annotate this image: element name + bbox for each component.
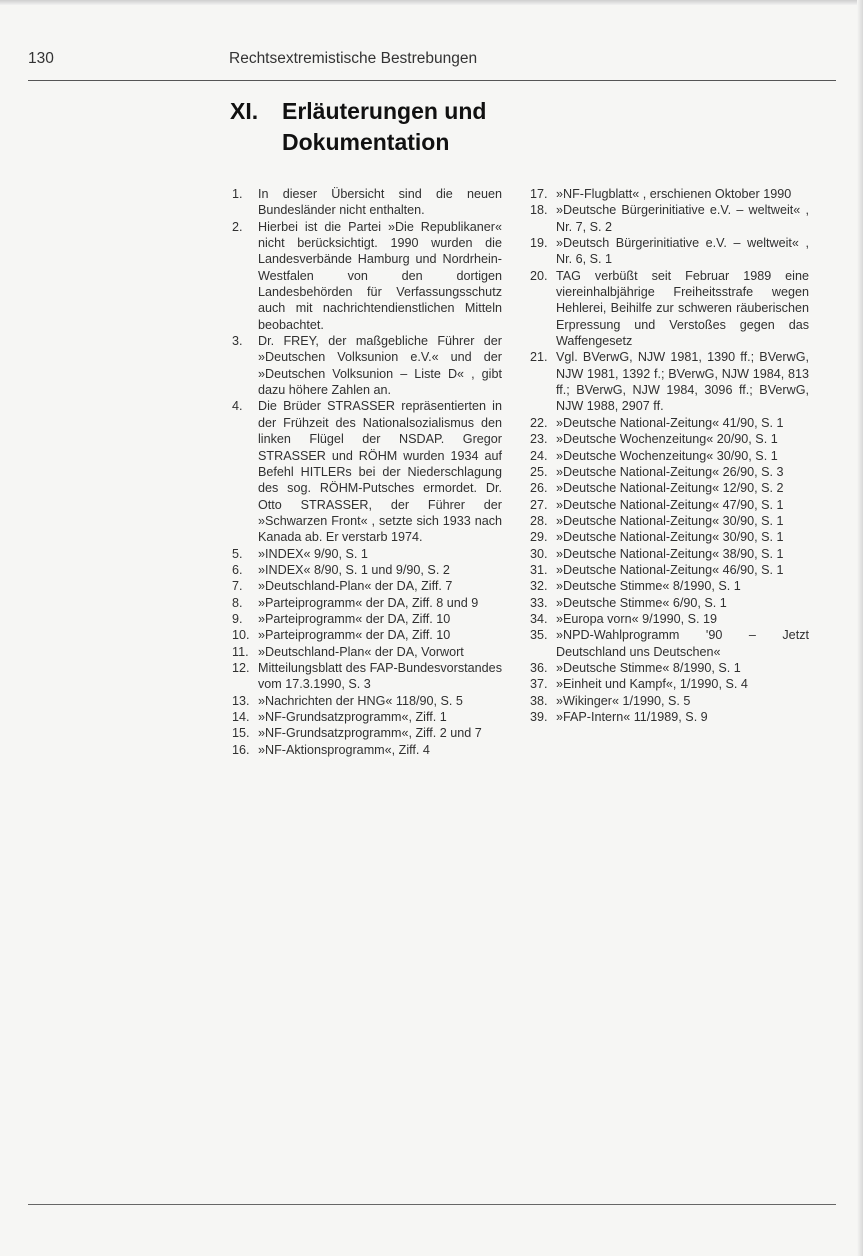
note-text: »Einheit und Kampf«, 1/1990, S. 4 (556, 677, 748, 692)
running-title: Rechtsextremistische Bestrebungen (229, 50, 478, 67)
notes-list-left (232, 186, 502, 758)
note-item (530, 676, 809, 692)
note-text: Die Brüder STRASSER repräsentierten in der Frühzeit des Nationalsozialismus den linken Flügel der NSDAP. Gregor STRASSER und RÖHM wurden 1934 auf Befehl HITLERs bei der Niederschlagung des sog. RÖHM-Putsches ermordet. Dr. Otto STRASSER, der Führer der »Schwarzen Front« , setzte sich 1933 nach Kanada ab. Er verstarb 1974. (258, 399, 502, 545)
note-number: 25 . (530, 464, 554, 480)
note-text: »Deutsche National-Zeitung« 38/90, S. 1 (556, 546, 784, 561)
note-item (530, 611, 809, 627)
note-item (530, 202, 809, 235)
note-number: 28 . (530, 513, 554, 529)
note-number: 10 . (232, 627, 256, 643)
note-text: »Deutsche Wochenzeitung« 30/90, S. 1 (556, 448, 778, 463)
note-text: »Deutschland-Plan« der DA, Vorwort (258, 644, 464, 659)
note-number: 32 . (530, 578, 554, 594)
note-item (530, 513, 809, 529)
note-number: 36 . (530, 660, 554, 676)
note-text: Vgl. BVerwG, NJW 1981, 1390 ff.; BVerwG, NJW 1981, 1392 f.; BVerwG, NJW 1984, 813 ff.; BVerwG, NJW 1984, 3096 ff.; BVerwG, NJW 1988, 2907 ff. (556, 350, 809, 414)
note-item (530, 235, 809, 268)
note-number: 37 . (530, 676, 554, 692)
note-text: »Deutsch Bürgerinitiative e.V. – weltweit« , Nr. 6, S. 1 (556, 236, 809, 267)
note-item (232, 644, 502, 660)
note-item (232, 660, 502, 693)
footer-divider (28, 1204, 836, 1205)
note-number: 18 . (530, 202, 554, 218)
note-item (530, 480, 809, 496)
note-number: 39 . (530, 709, 554, 725)
note-number: 29 . (530, 529, 554, 545)
note-item (232, 611, 502, 627)
note-text: »NF-Grundsatzprogramm«, Ziff. 1 (258, 710, 447, 724)
note-number: 22 . (530, 415, 554, 431)
note-number: 7 . (232, 578, 256, 594)
note-text: »Deutsche National-Zeitung« 12/90, S. 2 (556, 481, 784, 496)
note-text: »Deutsche National-Zeitung« 30/90, S. 1 (556, 513, 784, 528)
note-text: »NF-Aktionsprogramm«, Ziff. 4 (258, 742, 430, 757)
note-number: 33 . (530, 595, 554, 611)
note-item (232, 709, 502, 725)
note-item (530, 186, 809, 202)
note-number: 20 . (530, 268, 554, 284)
notes-list-right (530, 186, 809, 725)
chapter-title-line2: Dokumentation (282, 129, 450, 155)
note-item (530, 595, 809, 611)
note-number: 19 . (530, 235, 554, 251)
note-text: »FAP-Intern« 11/1989, S. 9 (556, 710, 708, 724)
note-text: »Deutsche Wochenzeitung« 20/90, S. 1 (556, 432, 778, 447)
note-item (530, 627, 809, 660)
note-number: 24 . (530, 448, 554, 464)
note-number: 35 . (530, 627, 554, 643)
note-text: »Deutsche National-Zeitung« 26/90, S. 3 (556, 464, 784, 479)
note-item (530, 268, 809, 350)
note-number: 5 . (232, 546, 256, 562)
note-text: »INDEX« 9/90, S. 1 (258, 546, 368, 561)
chapter-number: XI. (230, 98, 259, 124)
chapter-title-line1: Erläuterungen und (282, 98, 487, 124)
note-text: Dr. FREY, der maßgebliche Führer der »Deutschen Volksunion e.V.« und der »Deutschen Volksunion – Liste D« , gibt dazu höhere Zahlen an. (258, 334, 502, 398)
note-number: 31 . (530, 562, 554, 578)
note-item (530, 578, 809, 594)
note-item (232, 219, 502, 333)
note-text: »Parteiprogramm« der DA, Ziff. 10 (258, 628, 451, 643)
note-item (530, 431, 809, 447)
note-text: »Deutsche Stimme« 8/1990, S. 1 (556, 660, 741, 675)
note-number: 17 . (530, 186, 554, 202)
note-number: 11 . (232, 644, 256, 660)
page-number: 130 (28, 50, 54, 67)
note-number: 9 . (232, 611, 256, 627)
note-text: Hierbei ist die Partei »Die Republikaner« nicht berücksichtigt. 1990 wurden die Landesverbände Hamburg und Nordrhein-Westfalen von den dortigen Landesbehörden für Verfassungsschutz auch mit nachrichtendienstlichen Mitteln beobachtet. (258, 219, 502, 332)
note-item (530, 709, 809, 725)
note-text: In dieser Übersicht sind die neuen Bundesländer nicht enthalten. (258, 187, 502, 218)
note-item (530, 349, 809, 414)
note-text: »Parteiprogramm« der DA, Ziff. 10 (258, 611, 451, 626)
note-text: »NF-Flugblatt« , erschienen Oktober 1990 (556, 187, 792, 201)
note-item (530, 562, 809, 578)
note-text: »Nachrichten der HNG« 118/90, S. 5 (258, 693, 463, 708)
note-item (530, 546, 809, 562)
note-item (530, 415, 809, 431)
note-item (530, 448, 809, 464)
note-item (232, 333, 502, 398)
note-text: »NPD-Wahlprogramm '90 – Jetzt Deutschland uns Deutschen« (556, 628, 809, 659)
note-item (232, 546, 502, 562)
note-number: 1 . (232, 186, 256, 202)
note-number: 26 . (530, 480, 554, 496)
note-text: »Deutsche Stimme« 6/90, S. 1 (556, 595, 727, 610)
note-text: »Deutsche National-Zeitung« 47/90, S. 1 (556, 497, 784, 512)
note-item (530, 497, 809, 513)
note-number: 30 . (530, 546, 554, 562)
note-text: »Deutsche National-Zeitung« 46/90, S. 1 (556, 562, 784, 577)
note-item (530, 529, 809, 545)
note-text: »Wikinger« 1/1990, S. 5 (556, 693, 691, 708)
note-number: 8 . (232, 595, 256, 611)
note-item (530, 464, 809, 480)
note-number: 34 . (530, 611, 554, 627)
note-text: »Europa vorn« 9/1990, S. 19 (556, 611, 718, 626)
note-number: 21 . (530, 349, 554, 365)
note-item (232, 562, 502, 578)
note-item (232, 725, 502, 741)
note-item (232, 186, 502, 219)
note-item (232, 578, 502, 594)
note-item (232, 627, 502, 643)
note-text: »Deutsche Stimme« 8/1990, S. 1 (556, 579, 741, 594)
note-text: »Deutsche National-Zeitung« 30/90, S. 1 (556, 530, 784, 545)
note-number: 14 . (232, 709, 256, 725)
note-text: Mitteilungsblatt des FAP-Bundesvorstandes vom 17.3.1990, S. 3 (258, 660, 502, 692)
page-right-edge (857, 0, 863, 1256)
note-number: 38 . (530, 693, 554, 709)
note-number: 12 . (232, 660, 256, 676)
note-item (530, 693, 809, 709)
note-text: TAG verbüßt seit Februar 1989 eine viereinhalbjährige Freiheitsstrafe wegen Hehlerei, Beihilfe zur schweren räuberischen Erpressung und Verstoßes gegen das Waffengesetz (556, 268, 809, 349)
note-number: 16 . (232, 742, 256, 758)
note-number: 23 . (530, 431, 554, 447)
note-item (232, 398, 502, 545)
note-number: 6 . (232, 562, 256, 578)
notes-column-left (232, 186, 502, 758)
note-text: »Deutsche National-Zeitung« 41/90, S. 1 (556, 415, 784, 430)
note-text: »Deutschland-Plan« der DA, Ziff. 7 (258, 579, 453, 594)
note-text: »Parteiprogramm« der DA, Ziff. 8 und 9 (258, 595, 479, 610)
note-number: 27 . (530, 497, 554, 513)
note-item (232, 595, 502, 611)
note-item (232, 693, 502, 709)
note-text: »NF-Grundsatzprogramm«, Ziff. 2 und 7 (258, 726, 482, 741)
note-number: 13 . (232, 693, 256, 709)
note-number: 2 . (232, 219, 256, 235)
header-divider (28, 80, 836, 81)
note-text: »Deutsche Bürgerinitiative e.V. – weltweit« , Nr. 7, S. 2 (556, 203, 809, 234)
chapter-title (230, 96, 486, 158)
notes-column-right (530, 186, 809, 725)
note-number: 3 . (232, 333, 256, 349)
note-item (232, 742, 502, 758)
note-item (530, 660, 809, 676)
page-top-edge (0, 0, 863, 5)
note-number: 4 . (232, 398, 256, 414)
note-text: »INDEX« 8/90, S. 1 und 9/90, S. 2 (258, 562, 450, 577)
note-number: 15 . (232, 725, 256, 741)
